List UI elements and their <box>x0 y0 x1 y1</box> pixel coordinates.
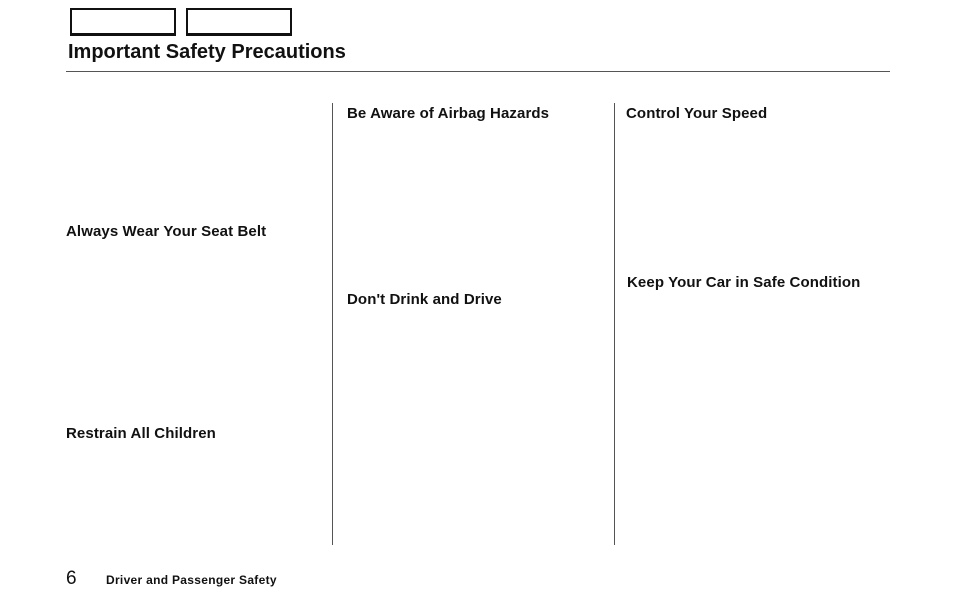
column-divider-1 <box>332 103 333 545</box>
title-divider <box>66 71 890 72</box>
heading-safe-condition: Keep Your Car in Safe Condition <box>627 274 861 291</box>
heading-dont-drink-drive: Don't Drink and Drive <box>347 291 502 308</box>
heading-airbag-hazards: Be Aware of Airbag Hazards <box>347 105 550 122</box>
heading-seat-belt: Always Wear Your Seat Belt <box>66 223 267 240</box>
column-divider-2 <box>614 103 615 545</box>
page-title: Important Safety Precautions <box>68 41 346 63</box>
page-number: 6 <box>66 568 77 589</box>
heading-control-speed: Control Your Speed <box>626 105 768 122</box>
heading-restrain-children: Restrain All Children <box>66 425 216 442</box>
header-tab-box-2 <box>186 8 292 36</box>
footer-section-name: Driver and Passenger Safety <box>106 573 277 587</box>
header-tab-box-1 <box>70 8 176 36</box>
